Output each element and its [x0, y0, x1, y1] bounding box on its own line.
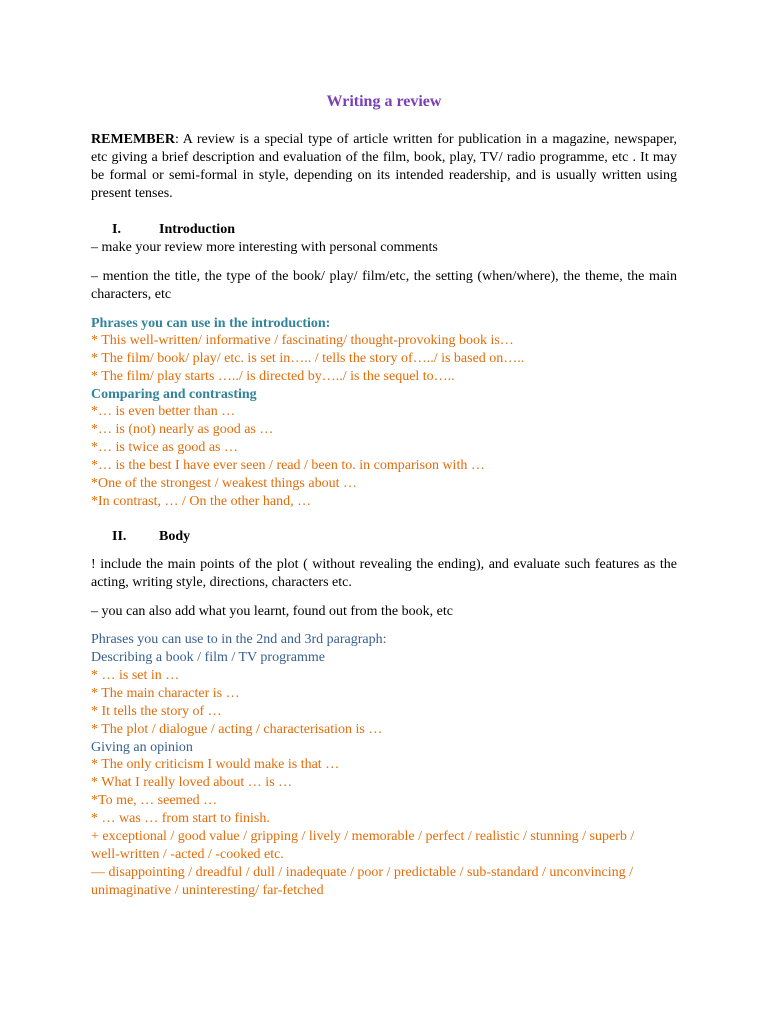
list-item: *One of the strongest / weakest things about … [91, 476, 357, 491]
list-item: well-written / -acted / -cooked etc. [91, 847, 284, 862]
list-item: * This well-written/ informative / fascinating/ thought-provoking book is… [91, 333, 514, 348]
intro-phrases-list [91, 332, 691, 386]
list-item: *… is the best I have ever seen / read / been to. in comparison with … [91, 458, 485, 473]
opinion-list [91, 756, 691, 900]
remember-paragraph [91, 131, 677, 203]
list-item: *… is even better than … [91, 404, 236, 419]
list-item: * The only criticism I would make is that … [91, 757, 340, 772]
list-item: *… is (not) nearly as good as … [91, 422, 274, 437]
body-heading-text: Body [159, 529, 191, 544]
intro-point-2: – mention the title, the type of the book/ play/ film/etc, the setting (when/where), the theme, the main characters, etc [91, 269, 677, 302]
intro-point-1: – make your review more interesting with personal comments [91, 240, 438, 255]
list-item: * It tells the story of … [91, 704, 222, 719]
list-item: * The film/ play starts …../ is directed by…../ is the sequel to….. [91, 369, 455, 384]
list-item: * The film/ book/ play/ etc. is set in….. / tells the story of…../ is based on….. [91, 351, 525, 366]
body-point-1: ! include the main points of the plot ( without revealing the ending), and evaluate such features as the acting, writing style, directions, characters etc. [91, 557, 677, 590]
list-item: * The main character is … [91, 686, 240, 701]
page-title: Writing a review [326, 93, 442, 110]
intro-heading-text: Introduction [159, 222, 235, 237]
describing-list [91, 667, 691, 739]
list-item: * What I really loved about … is … [91, 775, 293, 790]
comparing-list [91, 403, 691, 511]
body-phrases-heading: Phrases you can use to in the 2nd and 3rd paragraph: [91, 632, 387, 647]
describing-heading: Describing a book / film / TV programme [91, 650, 325, 665]
list-item: * … was … from start to finish. [91, 811, 270, 826]
list-item: *… is twice as good as … [91, 440, 238, 455]
comparing-heading: Comparing and contrasting [91, 387, 257, 402]
list-item: — disappointing / dreadful / dull / inadequate / poor / predictable / sub-standard / unconvincing / [91, 865, 633, 880]
opinion-heading: Giving an opinion [91, 740, 193, 755]
list-item: * … is set in … [91, 668, 180, 683]
intro-phrases-heading: Phrases you can use in the introduction: [91, 316, 331, 331]
intro-number: I. [112, 222, 121, 237]
list-item: + exceptional / good value / gripping / lively / memorable / perfect / realistic / stunning / superb / [91, 829, 635, 844]
list-item: * The plot / dialogue / acting / characterisation is … [91, 722, 383, 737]
list-item: *To me, … seemed … [91, 793, 218, 808]
list-item: *In contrast, … / On the other hand, … [91, 494, 312, 509]
remember-text: : A review is a special type of article written for publication in a magazine, newspaper, etc giving a brief description and evaluation of the film, book, play, TV/ radio programme, etc . It may be formal or semi-formal in style, depending on its intended readership, and is usually written using present tenses. [91, 132, 677, 201]
body-number: II. [112, 529, 127, 544]
list-item: unimaginative / uninteresting/ far-fetched [91, 883, 324, 898]
remember-label: REMEMBER [91, 132, 175, 147]
body-point-2: – you can also add what you learnt, found out from the book, etc [91, 604, 453, 619]
